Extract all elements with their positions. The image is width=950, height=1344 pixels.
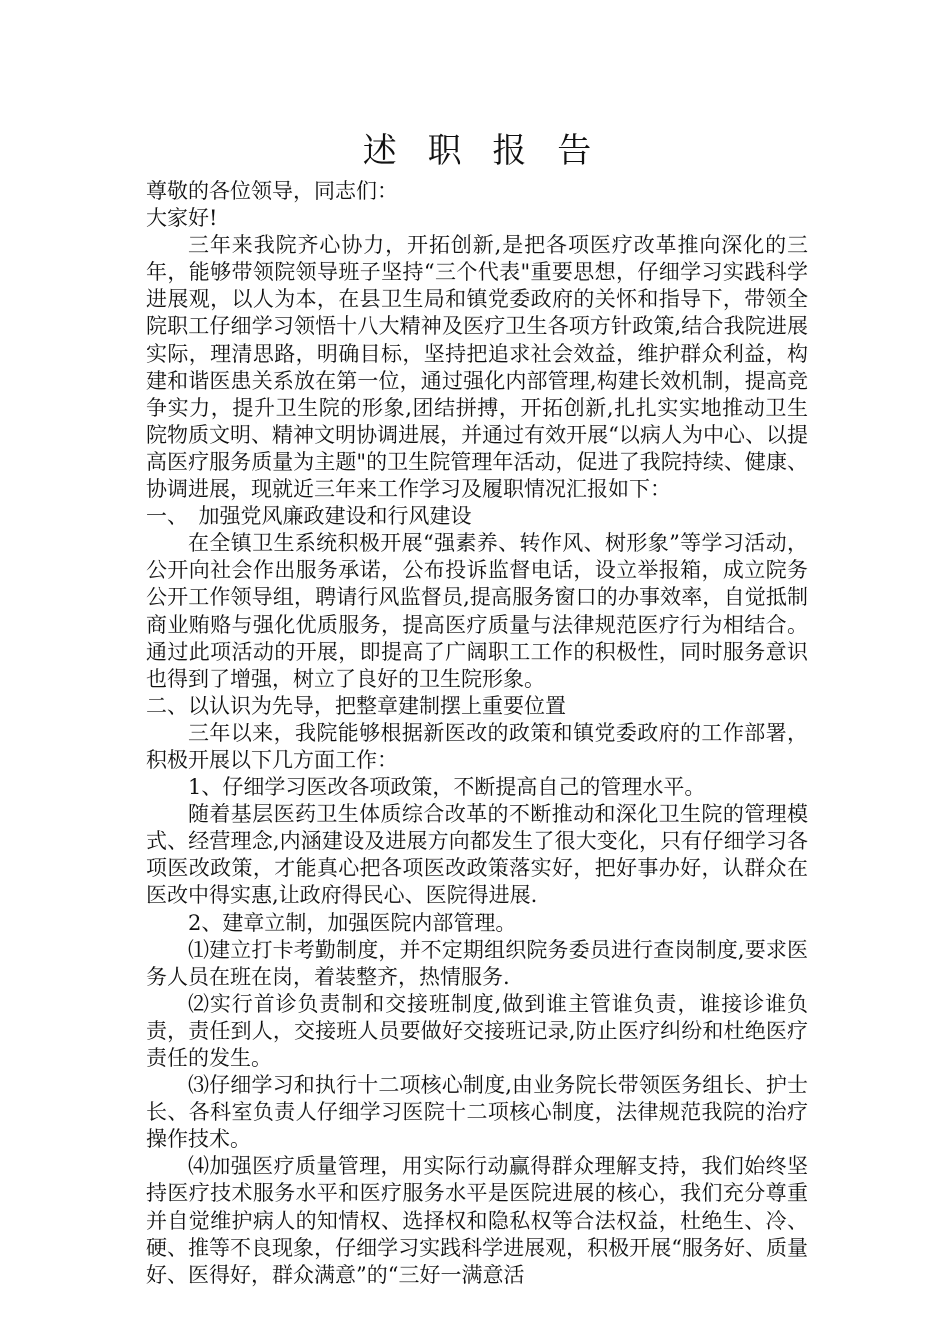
subsection-heading: 2、建章立制，加强医院内部管理。 xyxy=(188,910,517,935)
body-paragraph: 随着基层医药卫生体质综合改革的不断推动和深化卫生院的管理模式、经营理念,内涵建设及进展方向都发生了很大变化，只有仔细学习各项医改政策，才能真心把各项医改政策落实好，把好事办好，认群众在医改中得实惠,让政府得民心、医院得进展. xyxy=(146,802,808,908)
list-item: ⑵实行首诊负责制和交接班制度,做到谁主管谁负责，谁接诊谁负责，责任到人，交接班人员要做好交接班记录,防止医疗纠纷和杜绝医疗责任的发生。 xyxy=(146,991,808,1070)
intro-paragraph: 三年来我院齐心协力，开拓创新,是把各项医疗改革推向深化的三年，能够带领院领导班子坚持“三个代表"重要思想，仔细学习实践科学进展观，以人为本，在县卫生局和镇党委政府的关怀和指导下，带领全院职工仔细学习领悟十八大精神及医疗卫生各项方针政策,结合我院进展实际，理清思路，明确目标，坚持把追求社会效益，维护群众利益，构建和谐医患关系放在第一位，通过强化内部管理,构建长效机制，提高竞争实力，提升卫生院的形象,团结拼搏，开拓创新,扎扎实实地推动卫生院物质文明、精神文明协调进展，并通过有效开展“以病人为中心、以提高医疗服务质量为主题"的卫生院管理年活动，促进了我院持续、健康、协调进展，现就近三年来工作学习及履职情况汇报如下： xyxy=(146,233,808,502)
body-paragraph: 在全镇卫生系统积极开展“强素养、转作风、树形象”等学习活动，公开向社会作出服务承诺，公布投诉监督电话，设立举报箱，成立院务公开工作领导组，聘请行风监督员,提高服务窗口的办事效率，自觉抵制商业贿赂与强化优质服务，提高医疗质量与法律规范医疗行为相结合。通过此项活动的开展，即提高了广阔职工工作的积极性，同时服务意识也得到了增强，树立了良好的卫生院形象。 xyxy=(146,531,808,691)
document-title: 述 职 报 告 xyxy=(362,131,602,171)
section-heading: 一、 加强党风廉政建设和行风建设 xyxy=(146,504,472,529)
list-item: ⑶仔细学习和执行十二项核心制度,由业务院长带领医务组长、护士长、各科室负责人仔细学习医院十二项核心制度，法律规范我院的治疗操作技术。 xyxy=(146,1073,808,1152)
list-item: ⑴建立打卡考勤制度，并不定期组织院务委员进行查岗制度,要求医务人员在班在岗，着装整齐，热情服务. xyxy=(146,937,808,989)
greeting-line: 尊敬的各位领导，同志们： xyxy=(146,179,398,203)
section-heading: 二、以认识为先导，把整章建制摆上重要位置 xyxy=(146,693,566,718)
document-body xyxy=(146,126,808,1289)
list-item: ⑷加强医疗质量管理，用实际行动赢得群众理解支持，我们始终坚持医疗技术服务水平和医疗服务水平是医院进展的核心，我们充分尊重并自觉维护病人的知情权、选择权和隐私权等合法权益，杜绝生、冷、硬、推等不良现象，仔细学习实践科学进展观，积极开展“服务好、质量好、医得好，群众满意”的“三好一满意活 xyxy=(146,1154,808,1287)
greeting-line: 大家好! xyxy=(146,206,218,231)
subsection-heading: 1、仔细学习医改各项政策，不断提高自己的管理水平。 xyxy=(188,775,706,800)
body-paragraph: 三年以来，我院能够根据新医改的政策和镇党委政府的工作部署，积极开展以下几方面工作： xyxy=(146,720,808,772)
